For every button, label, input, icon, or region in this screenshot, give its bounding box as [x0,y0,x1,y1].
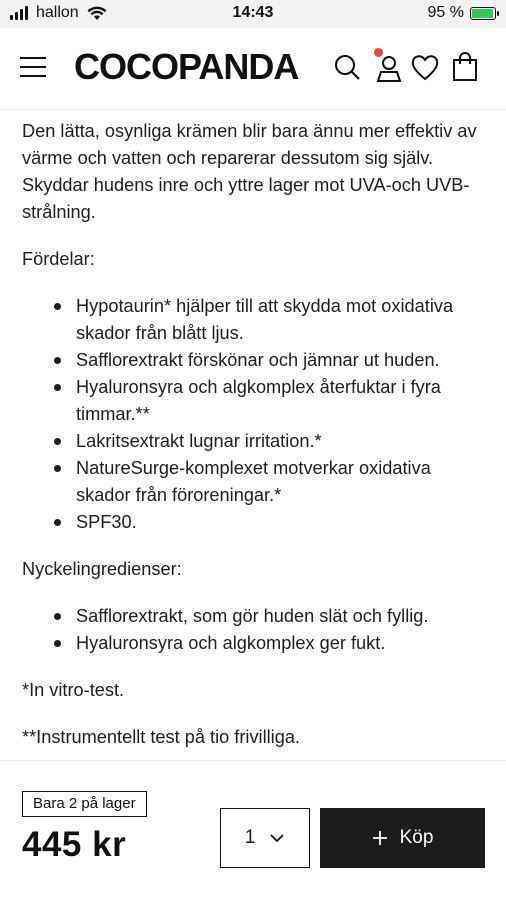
status-right [428,4,496,22]
description-intro: Den lätta, osynliga krämen blir bara ännu mer effektiv av värme och vatten och reparerar dessutom sig själv. Skyddar hudens inre och yttre lager mot UVA-och UVB-strålning. [22,121,477,222]
battery-fill [472,9,493,18]
buy-button[interactable] [320,808,485,868]
status-bar [0,0,506,28]
list-item: SPF30. [54,509,486,536]
buy-label: Köp [399,827,434,848]
ingredients-heading: Nyckelingredienser: [22,559,182,579]
search-icon[interactable] [332,50,362,84]
list-item: Safflorextrakt, som gör huden slät och fyllig. [54,603,486,630]
heart-icon[interactable] [410,50,440,84]
battery-charging-icon [470,7,496,20]
ingredients-list [54,603,486,657]
menu-icon[interactable] [20,57,46,77]
chevron-down-icon [269,833,285,843]
quantity-select[interactable] [220,808,310,868]
site-header [0,28,506,110]
list-item: Hyaluronsyra och algkomplex återfuktar i fyra timmar.** [54,374,486,428]
purchase-bar [0,760,506,900]
carrier-label: hallon [36,4,79,21]
notification-dot [374,48,383,57]
benefits-list [54,293,486,536]
price: 445 kr [22,825,127,864]
product-description [22,118,486,771]
plus-icon [372,830,388,846]
list-item: NatureSurge-komplexet motverkar oxidativa skador från föroreningar.* [54,455,486,509]
list-item: Hypotaurin* hjälper till att skydda mot oxidativa skador från blått ljus. [54,293,486,347]
status-time: 14:43 [232,4,274,21]
footnote-instrumental: **Instrumentellt test på tio frivilliga. [22,727,300,747]
list-item: Safflorextrakt förskönar och jämnar ut huden. [54,347,486,374]
stock-badge: Bara 2 på lager [22,791,147,817]
list-item: Hyaluronsyra och algkomplex ger fukt. [54,630,486,657]
battery-percent: 95 % [427,4,464,21]
quantity-value: 1 [244,827,256,848]
list-item: Lakritsextrakt lugnar irritation.* [54,428,486,455]
bag-icon[interactable] [450,50,480,84]
site-logo[interactable]: COCOPANDA [74,46,299,87]
benefits-heading: Fördelar: [22,249,95,269]
footnote-in-vitro: *In vitro-test. [22,680,125,700]
